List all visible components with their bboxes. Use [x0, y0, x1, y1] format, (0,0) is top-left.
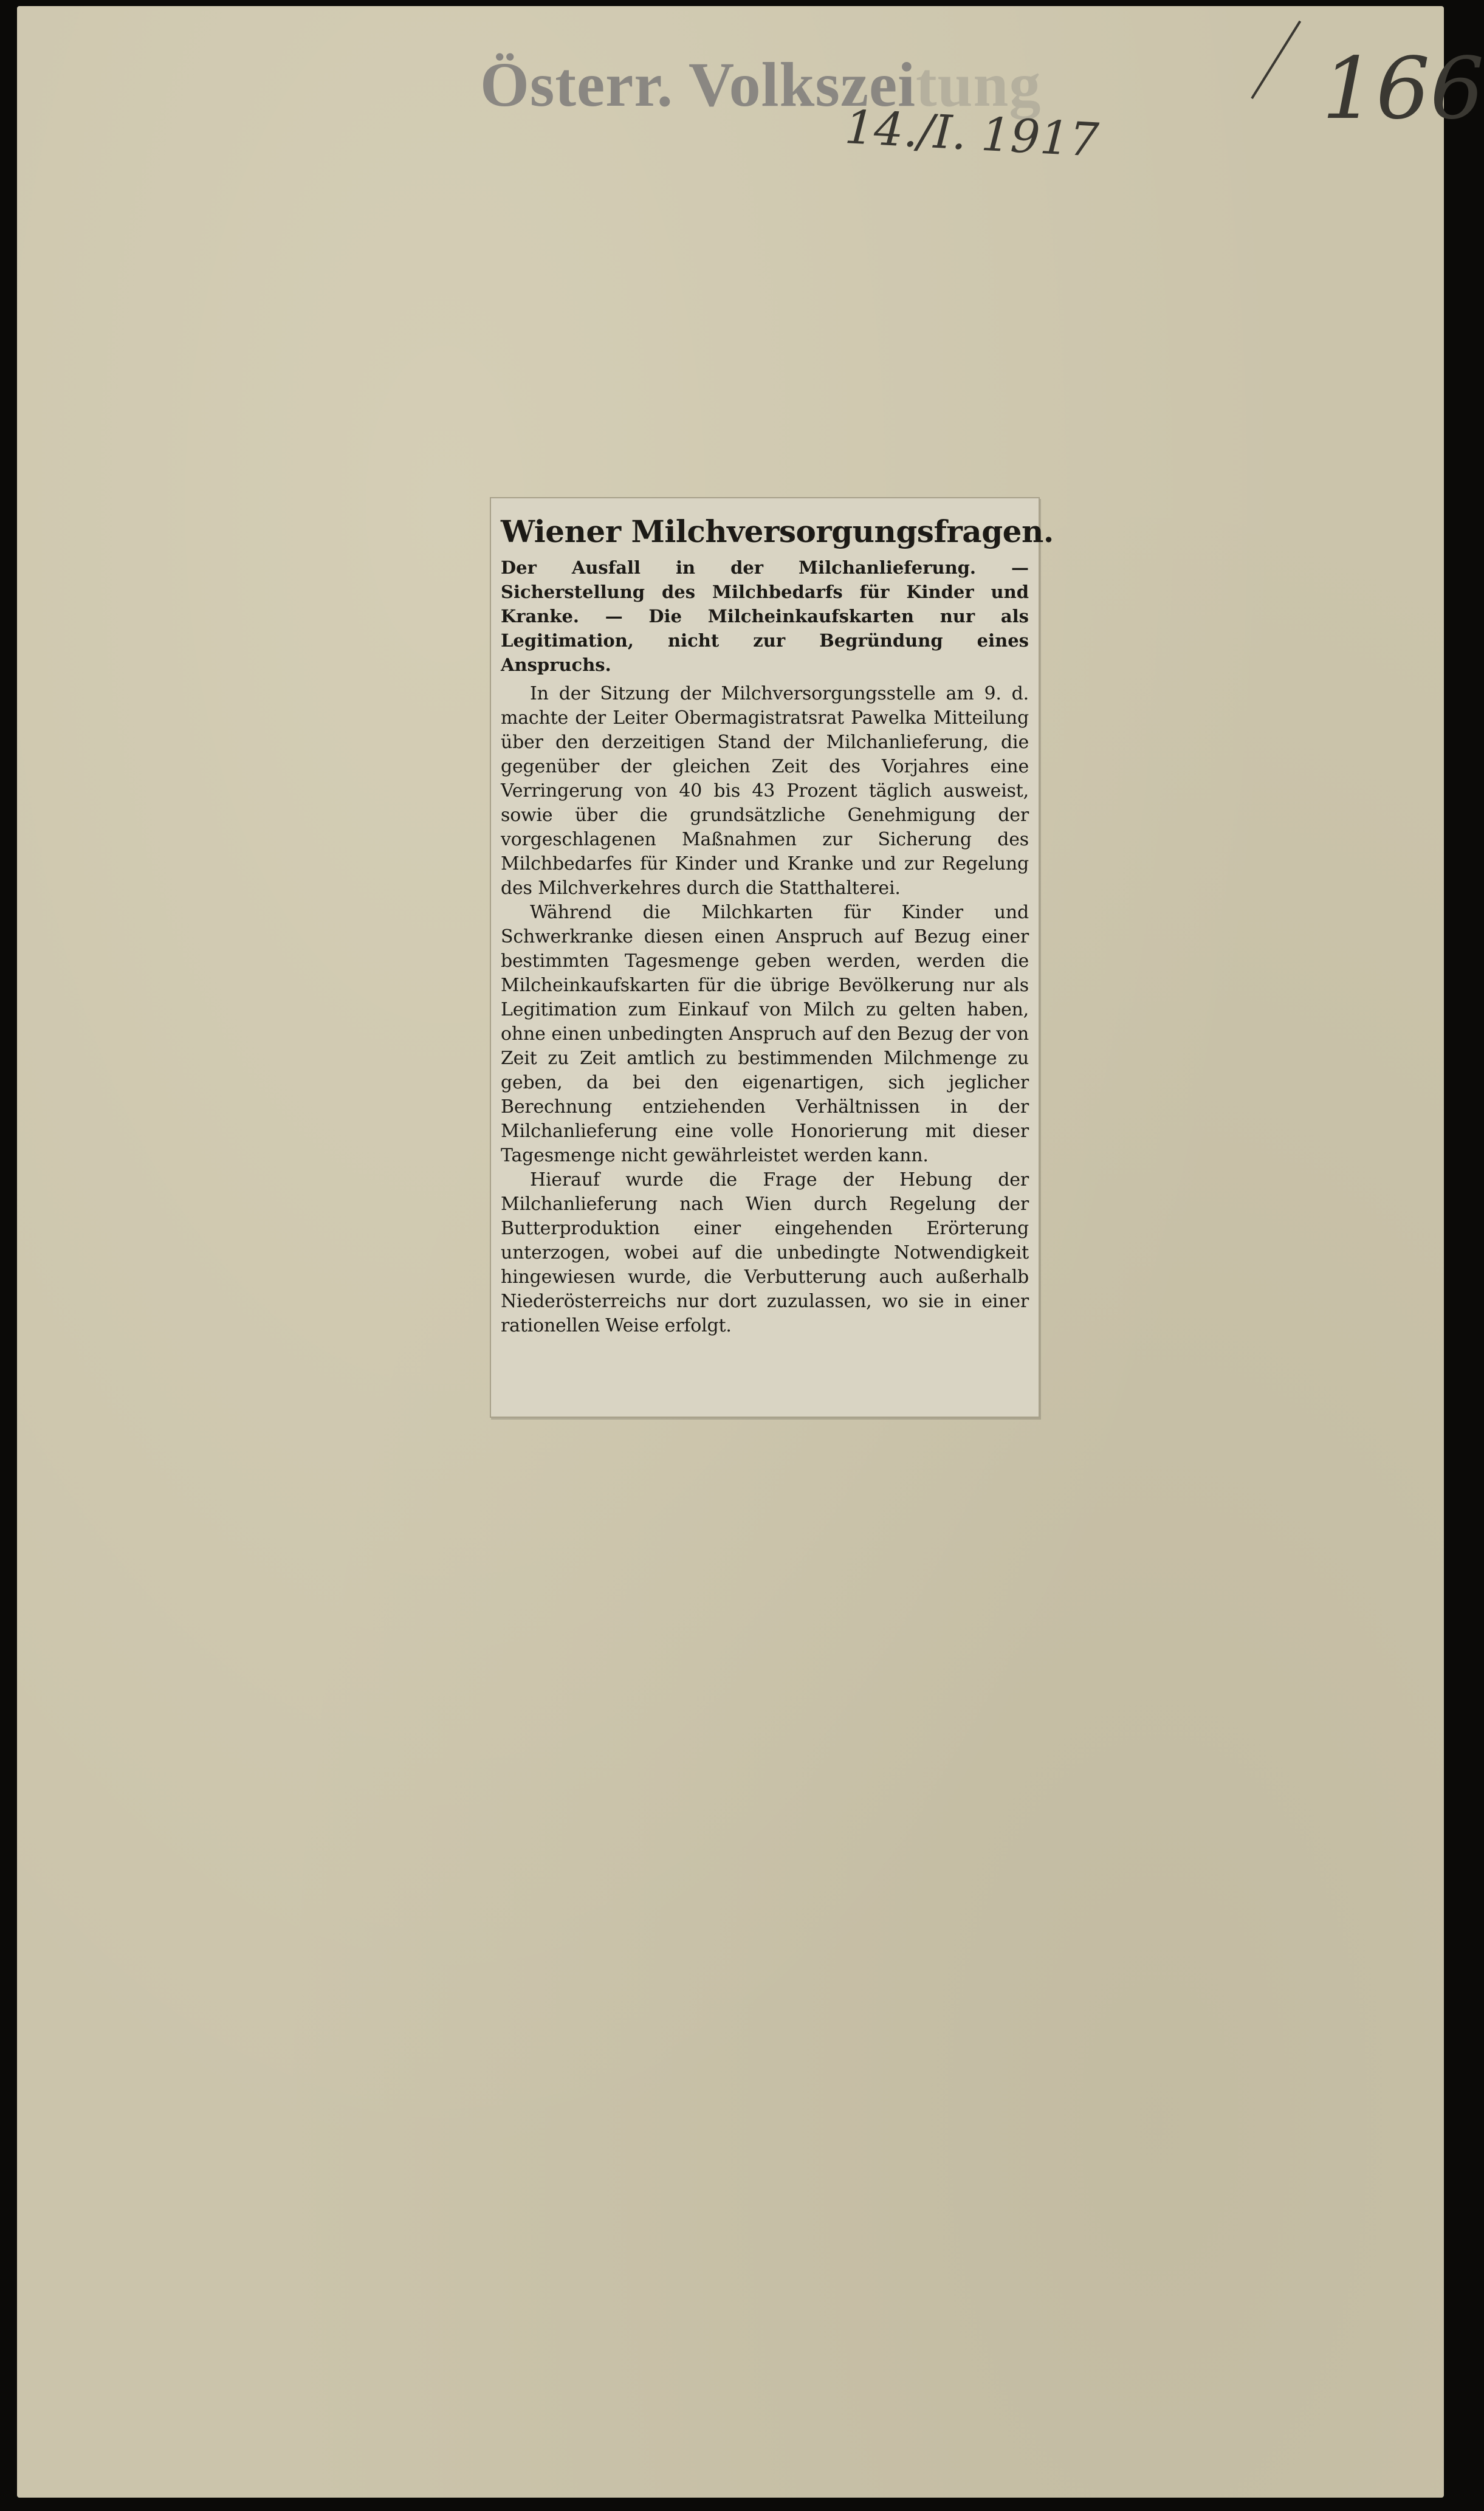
- clipping-paragraph: In der Sitzung der Milchversorgungsstelle am 9. d. machte der Leiter Obermagistratsrat Pawelka Mitteilung über den derzeitigen Stand der Milchanlieferung, die gegenüber der gleichen Zeit des Vorjahres eine Verringerung von 40 bis 43 Prozent täglich ausweist, sowie über die grundsätzliche Genehmigung der vorgeschlagenen Maßnahmen zur Sicherung des Milchbedarfes für Kinder und Kranke und zur Regelung des Milchverkehres durch die Statthalterei.: [501, 683, 1029, 899]
- clipping-paragraph: Während die Milchkarten für Kinder und Schwerkranke diesen einen Anspruch auf Bezug einer bestimmten Tagesmenge geben werden, werden die Milcheinkaufskarten für die übrige Bevölkerung nur als Legitimation zum Einkauf von Milch zu gelten haben, ohne einen unbedingten Anspruch auf den Bezug der von Zeit zu Zeit amtlich zu bestimmenden Milchmenge zu geben, da bei den eigenartigen, sich jeglicher Berechnung entziehenden Verhältnissen in der Milchanlieferung eine volle Honorierung mit dieser Tagesmenge nicht gewährleistet werden kann.: [501, 902, 1029, 1166]
- clipping-subheadline: Der Ausfall in der Milchanlieferung. — Sicherstellung des Milchbedarfs für Kinder und Kranke. — Die Milcheinkaufskarten nur als Legitimation, nicht zur Begründung eines Anspruchs.: [501, 557, 1029, 675]
- stamp-text-dark: Österr. Volkszei: [480, 50, 916, 120]
- clipping-headline: Wiener Milchversorgungsfragen.: [501, 514, 1054, 549]
- handwritten-date: 14./I. 1917: [843, 100, 1101, 167]
- clipping-paragraph: Hierauf wurde die Frage der Hebung der Milchanlieferung nach Wien durch Regelung der Butterproduktion einer eingehenden Erörterung unterzogen, wobei auf die unbedingte Notwendigkeit hingewiesen wurde, die Verbutterung auch außerhalb Niederösterreichs nur dort zuzulassen, wo sie in einer rationellen Weise erfolgt.: [501, 1169, 1029, 1336]
- newspaper-clipping: [490, 497, 1054, 1418]
- handwritten-page-number: 166: [1322, 40, 1484, 139]
- clipping-body: [501, 682, 1029, 1338]
- stamp-text-faded: tung: [916, 50, 1042, 120]
